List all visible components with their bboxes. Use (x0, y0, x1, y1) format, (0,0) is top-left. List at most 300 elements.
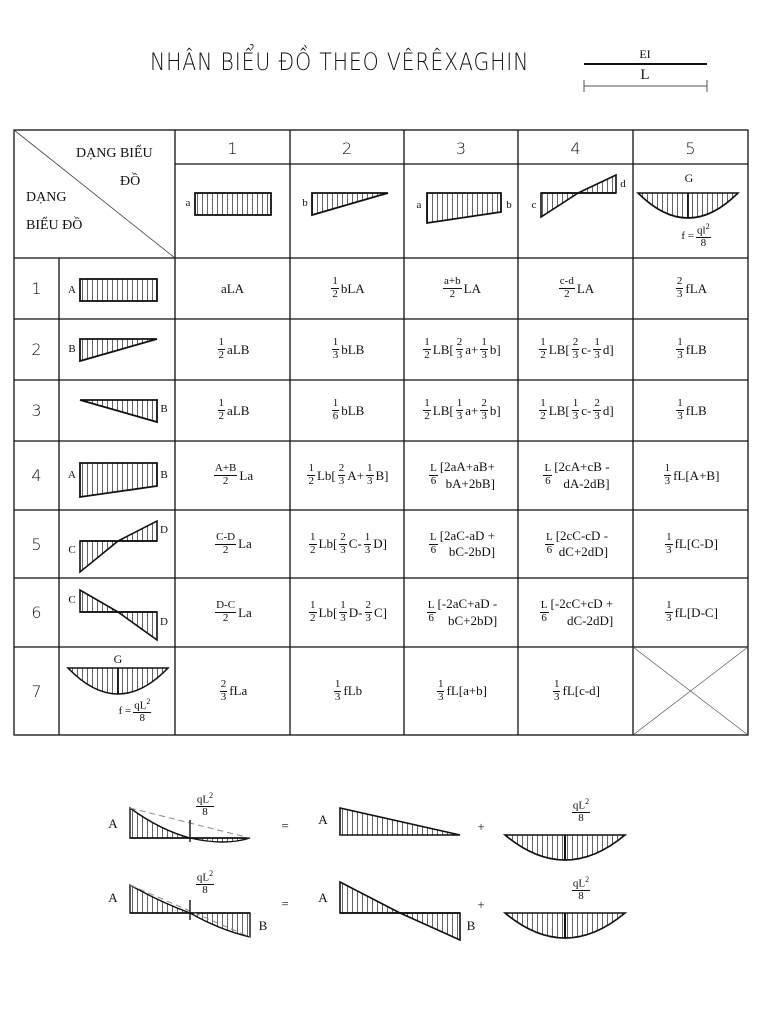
line-1: [2cA+cB - (554, 459, 610, 475)
line-2: dC+2dD] (558, 544, 609, 559)
denominator: 6 (430, 475, 437, 487)
bottom-diagram-1-right (505, 835, 625, 860)
bottom2-right-q (566, 872, 596, 906)
line-2: bC-2bD] (448, 544, 496, 559)
denominator: 2 (222, 543, 229, 556)
fraction (540, 600, 549, 624)
row3-label-b: B (160, 403, 168, 415)
cell-r1-c1-text: aLA (220, 280, 245, 296)
two-line (440, 459, 495, 492)
cell-r1-c4-text: LA (576, 280, 595, 296)
numerator: 1 (572, 397, 579, 410)
cell-r5-c4 (518, 510, 633, 578)
row7-f-label: f = (118, 705, 132, 717)
corner-bottom-label-2: BIỂU ĐỒ (26, 218, 83, 233)
row-number-6: 6 (31, 603, 42, 622)
numerator: C-D (216, 530, 236, 543)
two-line (554, 459, 609, 492)
two-line (440, 528, 495, 561)
line-1: [-2aC+aD - (437, 596, 498, 612)
fraction (365, 600, 373, 624)
cell-r3-c5-text: fLB (685, 402, 707, 418)
denominator: 3 (220, 690, 227, 703)
numerator: L (545, 530, 553, 543)
row7-den: 8 (139, 711, 146, 724)
denominator: 2 (564, 288, 570, 300)
page-title: NHÂN BIỂU ĐỒ THEO VÊRÊXAGHIN (150, 48, 530, 76)
row6-label-d: D (160, 616, 168, 628)
row-number-4: 4 (31, 466, 42, 485)
line-2: dC-2dD] (566, 612, 614, 628)
row-diagram-3 (80, 400, 157, 422)
cell-r7-c4-text: fL[c-d] (562, 683, 601, 698)
fraction (443, 276, 462, 300)
col5-label-g: G (684, 170, 694, 185)
col-number-5: 5 (685, 138, 696, 158)
numerator: 2 (456, 336, 463, 349)
text-part: LB[ (548, 341, 570, 357)
corner-top-label-2: ĐỒ (120, 174, 141, 189)
fraction (539, 398, 547, 422)
col1-label-a: a (185, 197, 191, 209)
numerator: 1 (677, 336, 683, 349)
fraction (331, 276, 339, 300)
col5-formula (652, 222, 742, 250)
bottom-diagram-2-right (505, 913, 625, 938)
fraction (676, 276, 684, 300)
bottom1-plus: + (477, 819, 485, 834)
numerator: L (429, 530, 437, 543)
row7-num: qL (134, 699, 147, 712)
numerator: 1 (666, 530, 672, 543)
exponent: 2 (209, 868, 214, 878)
cell-r4-c5-text: fL[A+B] (673, 467, 720, 483)
col4-label-c: c (531, 199, 537, 211)
line-1: [2aA+aB+ (439, 459, 495, 475)
denominator: 3 (677, 410, 683, 422)
text-part: Lb[ (316, 467, 336, 483)
text-part: B] (375, 467, 389, 483)
numerator: 1 (666, 599, 672, 612)
cell-r5-c1-text: La (238, 536, 252, 551)
row5-label-d: D (160, 524, 168, 536)
numerator: 1 (677, 397, 683, 410)
bottom2-left-q (190, 866, 220, 900)
corner-top-label: DẠNG BIỂU (76, 146, 153, 161)
denominator: 3 (677, 349, 683, 361)
row7-label-g: G (113, 651, 123, 666)
denominator: 3 (364, 543, 371, 556)
numerator: 1 (218, 336, 225, 349)
cell-r5-c5-text: fL[C-D] (674, 536, 718, 551)
denominator: 3 (456, 349, 463, 361)
fraction (215, 532, 236, 556)
cell-r1-c3-text: LA (463, 280, 481, 296)
row-number-1: 1 (31, 279, 42, 298)
fraction (480, 337, 488, 361)
row6-label-c: C (68, 594, 76, 606)
cell-r7-c3 (404, 647, 518, 735)
row-diagram-5 (80, 521, 157, 572)
denominator: 3 (481, 349, 487, 361)
fraction (332, 337, 340, 361)
numerator: 1 (594, 336, 600, 349)
fraction (218, 337, 226, 361)
text-part: d] (602, 402, 614, 418)
denominator: 2 (218, 349, 225, 361)
text-part: Lb[ (318, 604, 338, 620)
numerator: L (427, 599, 435, 612)
text-part: C- (348, 536, 362, 551)
denominator: 2 (424, 349, 430, 361)
numerator: 1 (364, 530, 371, 543)
numerator: qL (196, 793, 210, 806)
numerator: 1 (664, 462, 671, 475)
fraction (332, 398, 340, 422)
line-2: bA+2bB] (445, 475, 495, 491)
denominator: 3 (367, 475, 373, 487)
fraction (364, 532, 372, 556)
fraction (572, 398, 580, 422)
denominator: 2 (222, 612, 229, 624)
numerator: L (540, 599, 548, 612)
text-part: A+ (347, 467, 364, 483)
numerator: A+B (214, 462, 237, 475)
numerator: 1 (540, 336, 546, 349)
col5-f-label: f = (681, 230, 695, 242)
cell-r2-c4 (518, 319, 633, 380)
cell-r4-c1 (175, 441, 290, 510)
col5-fraction (696, 223, 711, 250)
cell-r5-c5 (633, 510, 748, 578)
header-diagram-2 (312, 193, 388, 215)
fraction (215, 600, 236, 624)
bottom2-plus: + (477, 897, 485, 912)
numerator: qL (196, 871, 210, 884)
denominator: 3 (666, 543, 672, 556)
line-1: [-2cC+cD + (550, 596, 614, 612)
fraction (196, 870, 214, 897)
denominator: 3 (664, 475, 671, 487)
fraction (366, 463, 374, 487)
cell-r7-c3-text: fL[a+b] (446, 683, 488, 698)
cell-r6-c5 (633, 578, 748, 647)
cell-r4-c3 (404, 441, 518, 510)
numerator: c-d (559, 275, 574, 288)
text-part: a+ (465, 341, 479, 357)
numerator: 1 (310, 530, 316, 543)
denominator: 3 (334, 690, 341, 703)
header-diagram-3 (427, 193, 501, 223)
cell-r1-c5-text: fLA (685, 280, 708, 296)
denominator: 2 (449, 288, 456, 300)
numerator: 2 (676, 275, 683, 288)
bottom1-equals: = (281, 818, 289, 833)
row-diagram-7 (68, 668, 168, 694)
cell-r2-c3 (404, 319, 518, 380)
row4-label-a: A (68, 469, 76, 481)
numerator: 1 (340, 599, 346, 612)
cell-r5-c1 (175, 510, 290, 578)
numerator: L (430, 462, 437, 475)
fraction (307, 463, 315, 487)
cell-r1-c1 (175, 258, 290, 319)
fraction (218, 398, 226, 422)
numerator: L (544, 462, 552, 475)
fraction (572, 798, 590, 825)
numerator: 1 (308, 462, 314, 475)
two-line (551, 596, 614, 629)
numerator: 1 (310, 599, 316, 612)
denominator: 6 (546, 543, 553, 556)
cell-r3-c4 (518, 380, 633, 441)
numerator: 1 (437, 677, 444, 690)
fraction (676, 398, 684, 422)
line-1: [2cC-cD - (555, 527, 609, 543)
numerator: 1 (481, 336, 487, 349)
exponent: 2 (585, 796, 590, 806)
cell-r7-c2 (290, 647, 404, 735)
cell-r1-c2-text: bLA (340, 280, 365, 296)
bottom1-label-a: A (108, 816, 118, 831)
denominator: 2 (540, 349, 546, 361)
cell-r3-c1-text: aLB (227, 402, 250, 418)
fraction (456, 337, 464, 361)
numerator: qL (572, 877, 586, 890)
fraction (309, 600, 317, 624)
denominator: 3 (666, 612, 672, 624)
cell-r5-c2 (290, 510, 404, 578)
cell-r4-c5 (633, 441, 748, 510)
fraction (456, 398, 464, 422)
text-part: D] (373, 536, 387, 551)
denominator: 3 (572, 410, 579, 422)
numerator: qL (572, 799, 586, 812)
row-diagram-2 (80, 339, 157, 361)
line-2: dA-2dB] (563, 475, 610, 491)
fraction (309, 532, 317, 556)
denominator: 2 (308, 475, 314, 487)
cell-r4-c4 (518, 441, 633, 510)
two-line (438, 596, 498, 629)
text-part: LB[ (432, 402, 454, 418)
row-diagram-6 (80, 590, 157, 640)
denominator: 8 (202, 805, 208, 818)
text-part: C] (374, 604, 387, 620)
col5-num: ql (697, 224, 706, 237)
denominator: 3 (572, 349, 579, 361)
text-part: c- (581, 341, 592, 357)
numerator: 1 (456, 397, 463, 410)
cell-r3-c1 (175, 380, 290, 441)
header-diagram-5 (638, 193, 738, 218)
cell-r1-c2 (290, 258, 404, 319)
bottom-diagram-2-mid (340, 882, 460, 940)
beam-label-l: L (640, 66, 650, 83)
fraction (572, 337, 580, 361)
row-number-3: 3 (31, 401, 42, 420)
numerator: a+b (444, 275, 461, 288)
denominator: 3 (332, 349, 339, 361)
numerator: 1 (367, 462, 373, 475)
fraction (214, 463, 237, 487)
cell-r5-c3 (404, 510, 518, 578)
cell-r6-c2 (290, 578, 404, 647)
denominator: 3 (365, 612, 371, 624)
bottom2-label-a: A (108, 890, 118, 905)
fraction (423, 337, 431, 361)
row2-label-b: B (68, 343, 76, 355)
col-number-4: 4 (570, 138, 581, 158)
row7-exp: 2 (146, 696, 151, 706)
denominator: 2 (540, 410, 546, 422)
cell-r2-c1-text: aLB (227, 341, 250, 357)
fraction (593, 398, 601, 422)
fraction (339, 600, 347, 624)
denominator: 3 (553, 690, 560, 703)
col-number-1: 1 (227, 138, 238, 158)
line-1: [2aC-aD + (439, 527, 496, 543)
bottom2-mid-label-b: B (466, 918, 476, 933)
cell-r7-c2-text: fLb (343, 683, 363, 698)
denominator: 3 (594, 349, 600, 361)
fraction (339, 532, 347, 556)
line-2: bC+2bD] (447, 612, 498, 628)
fraction (539, 337, 547, 361)
cell-r2-c5-text: fLB (685, 341, 707, 357)
cell-r4-c2 (290, 441, 404, 510)
row-diagram-1 (80, 279, 157, 301)
row-diagram-4 (80, 463, 157, 497)
row-number-5: 5 (31, 534, 42, 554)
denominator: 3 (437, 690, 444, 703)
col3-label-a: a (416, 199, 422, 211)
col-number-2: 2 (341, 138, 353, 158)
fraction (553, 679, 561, 703)
numerator: 1 (218, 397, 225, 410)
denominator: 6 (430, 543, 437, 556)
col5-den: 8 (700, 236, 707, 249)
denominator: 8 (578, 811, 584, 824)
numerator: 1 (553, 677, 560, 690)
fraction (665, 532, 673, 556)
corner-bottom-label: DẠNG (26, 190, 67, 205)
text-part: D- (348, 604, 363, 620)
denominator: 8 (578, 889, 584, 902)
denominator: 2 (310, 612, 316, 624)
cell-r7-c4 (518, 647, 633, 735)
cell-r1-c5 (633, 258, 748, 319)
fraction (427, 600, 436, 624)
numerator: 1 (332, 397, 339, 410)
denominator: 3 (481, 410, 487, 422)
fraction (437, 679, 445, 703)
denominator: 3 (594, 410, 600, 422)
text-part: LB[ (432, 341, 454, 357)
cell-r2-c2 (290, 319, 404, 380)
cell-r3-c3 (404, 380, 518, 441)
fraction (559, 276, 575, 300)
col2-label-b: b (302, 197, 308, 209)
numerator: 2 (220, 677, 227, 690)
denominator: 3 (676, 288, 683, 300)
fraction (545, 532, 554, 556)
row-number-7: 7 (31, 681, 42, 701)
denominator: 6 (545, 475, 551, 487)
fraction (543, 463, 552, 487)
numerator: 2 (365, 599, 371, 612)
denominator: 3 (340, 612, 346, 624)
fraction (572, 876, 590, 903)
fraction (429, 532, 438, 556)
col4-label-d: d (620, 178, 626, 190)
denominator: 3 (338, 475, 345, 487)
col5-exp: 2 (705, 221, 710, 231)
header-diagram-1 (195, 193, 271, 215)
numerator: 2 (340, 530, 346, 543)
row7-fraction (133, 698, 151, 725)
denominator: 2 (424, 410, 430, 422)
fraction (593, 337, 601, 361)
text-part: LB[ (548, 402, 570, 418)
fraction (676, 337, 684, 361)
cell-r1-c3 (404, 258, 518, 319)
fraction (665, 600, 673, 624)
cell-r3-c5 (633, 380, 748, 441)
cell-r6-c3 (404, 578, 518, 647)
cell-r2-c5 (633, 319, 748, 380)
fraction (423, 398, 431, 422)
numerator: 2 (481, 397, 487, 410)
exponent: 2 (209, 790, 214, 800)
text-part: c- (581, 402, 592, 418)
cell-r7-c1 (175, 647, 290, 735)
exponent: 2 (585, 874, 590, 884)
denominator: 2 (310, 543, 316, 556)
fraction (338, 463, 346, 487)
text-part: a+ (465, 402, 479, 418)
text-part: b] (489, 402, 501, 418)
bottom1-mid-label-a: A (318, 812, 328, 827)
numerator: 1 (334, 677, 341, 690)
bottom1-right-q (566, 794, 596, 828)
row1-label-a: A (68, 284, 76, 296)
fraction (220, 679, 228, 703)
bottom2-label-b: B (258, 918, 268, 933)
numerator: 1 (332, 275, 338, 288)
text-part: b] (489, 341, 501, 357)
bottom2-equals: = (281, 896, 289, 911)
row-number-2: 2 (31, 340, 42, 359)
text-part: d] (602, 341, 614, 357)
fraction (480, 398, 488, 422)
cell-r1-c4 (518, 258, 633, 319)
cell-r3-c2 (290, 380, 404, 441)
cell-r2-c2-text: bLB (341, 341, 365, 357)
denominator: 6 (541, 612, 547, 624)
fraction (429, 463, 438, 487)
denominator: 8 (202, 883, 208, 896)
denominator: 3 (456, 410, 463, 422)
cell-r4-c1-text: La (239, 467, 254, 483)
col3-label-b: b (506, 199, 512, 211)
beam-label-ei: EI (639, 46, 651, 61)
denominator: 2 (222, 475, 229, 487)
two-line (556, 528, 608, 561)
row7-formula (104, 696, 168, 726)
numerator: 1 (424, 397, 430, 410)
cell-r2-c1 (175, 319, 290, 380)
